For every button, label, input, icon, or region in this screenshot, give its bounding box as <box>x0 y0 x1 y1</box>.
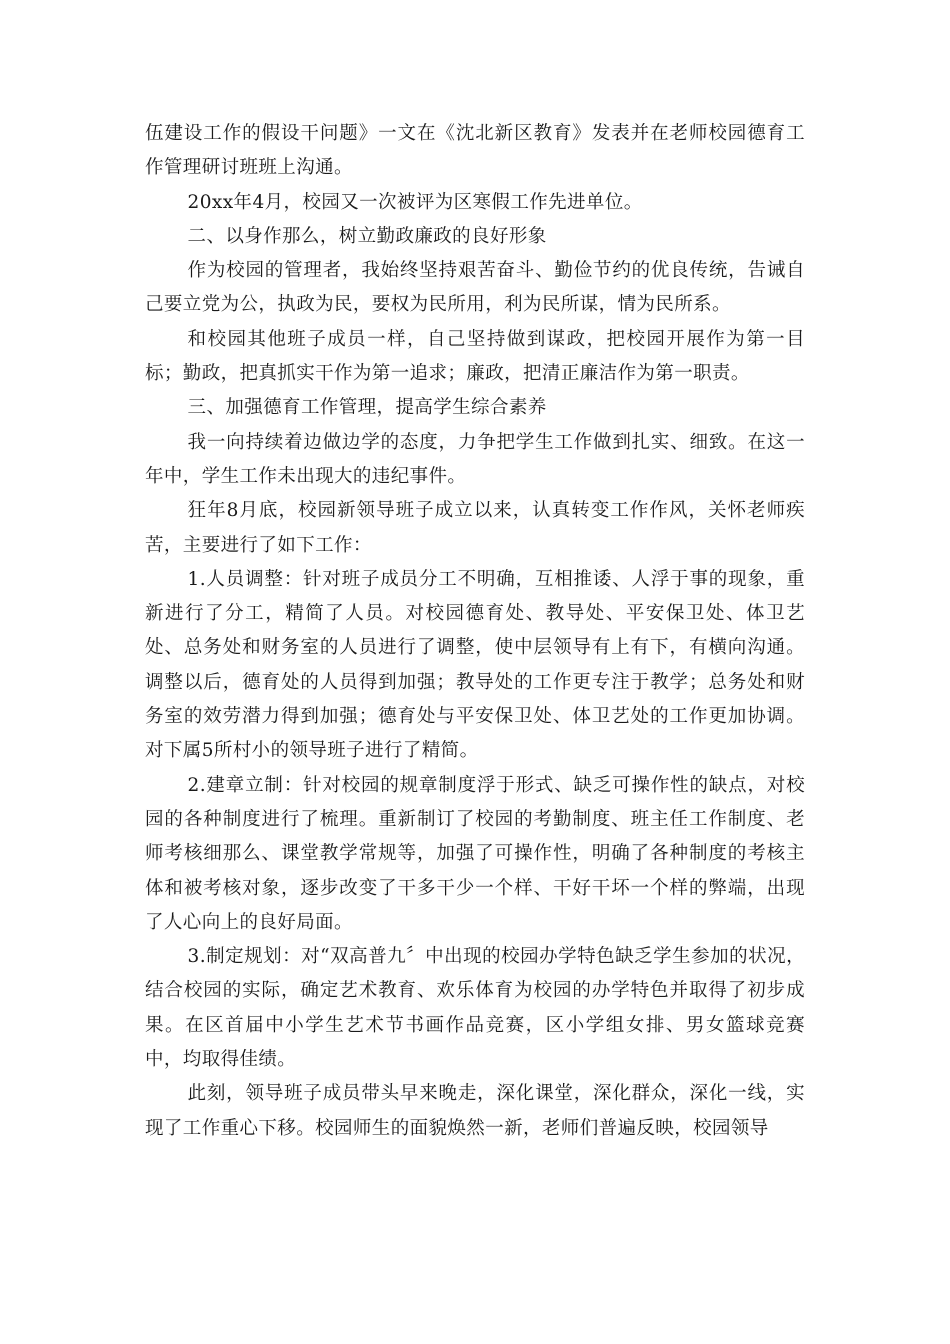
paragraph: 我一向持续着边做边学的态度，力争把学生工作做到扎实、细致。在这一年中，学生工作未出现大的违纪事件。 <box>145 431 805 487</box>
paragraph: 20xx年4月，校园又一次被评为区寒假工作先进单位。 <box>187 191 643 213</box>
section-heading: 二、以身作那么，树立勤政廉政的良好形象 <box>187 225 547 247</box>
section-heading: 三、加强德育工作管理，提高学生综合素养 <box>187 397 547 419</box>
paragraph: 狂年8月底，校园新领导班子成立以来，认真转变工作作风，关怀老师疾苦，主要进行了如下工作： <box>145 500 805 556</box>
paragraph: 作为校园的管理者，我始终坚持艰苦奋斗、勤俭节约的优良传统，告诫自己要立党为公，执政为民，要权为民所用，利为民所谋，情为民所系。 <box>145 260 805 316</box>
paragraph: 此刻，领导班子成员带头早来晚走，深化课堂，深化群众，深化一线，实现了工作重心下移。校园师生的面貌焕然一新，老师们普遍反映，校园领导 <box>145 1083 805 1139</box>
paragraph: 和校园其他班子成员一样，自己坚持做到谋政，把校园开展作为第一目标；勤政，把真抓实干作为第一追求；廉政，把清正廉洁作为第一职责。 <box>145 328 805 385</box>
list-item: 2.建章立制：针对校园的规章制度浮于形式、缺乏可操作性的缺点，对校园的各种制度进行了梳理。重新制订了校园的考勤制度、班主任工作制度、老师考核细那么、课堂教学常规等，加强了可操作性，明确了各种制度的考核主体和被考核对象，逐步改变了干多干少一个样、干好干坏一个样的弊端，出现了人心向上的良好局面。 <box>145 774 805 933</box>
document-body <box>145 117 805 1146</box>
list-item: 1.人员调整：针对班子成员分工不明确，互相推诿、人浮于事的现象，重新进行了分工，精简了人员。对校园德育处、教导处、平安保卫处、体卫艺处、总务处和财务室的人员进行了调整，使中层领导有上有下，有横向沟通。调整以后，德育处的人员得到加强；教导处的工作更专注于教学；总务处和财务室的效劳潜力得到加强；德育处与平安保卫处、体卫艺处的工作更加协调。对下属5所村小的领导班子进行了精简。 <box>145 568 805 762</box>
list-item: 3.制定规划：对“双高普九〞中出现的校园办学特色缺乏学生参加的状况，结合校园的实际，确定艺术教育、欢乐体育为校园的办学特色并取得了初步成果。在区首届中小学生艺术节书画作品竞赛，区小学组女排、男女篮球竞赛中，均取得佳绩。 <box>145 946 805 1071</box>
paragraph: 伍建设工作的假设干问题》一文在《沈北新区教育》发表并在老师校园德育工作管理研讨班班上沟通。 <box>145 123 805 179</box>
